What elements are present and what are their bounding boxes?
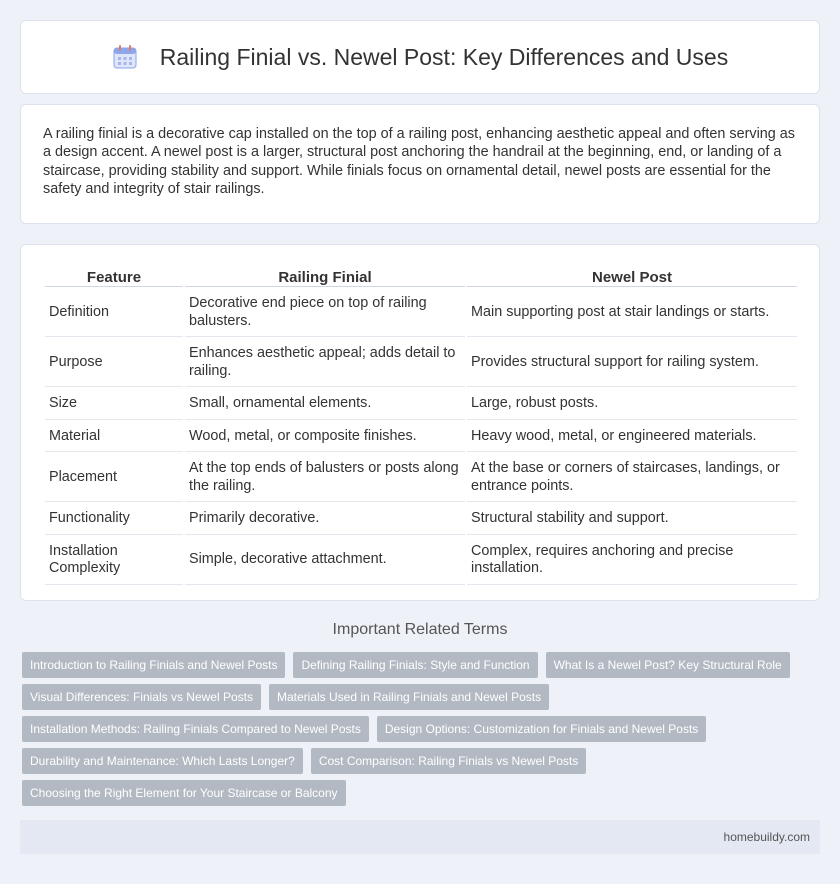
table-row <box>45 422 797 453</box>
related-term-link[interactable]: Introduction to Railing Finials and Newel Posts <box>22 652 285 678</box>
table-cell: Functionality <box>45 504 183 535</box>
table-cell: Decorative end piece on top of railing balusters. <box>185 289 465 337</box>
related-term-link[interactable]: Defining Railing Finials: Style and Function <box>293 652 537 678</box>
table-cell: Definition <box>45 289 183 337</box>
header-card <box>20 20 820 94</box>
table-row <box>45 389 797 420</box>
header-feature: Feature <box>45 267 183 287</box>
related-term-link[interactable]: Materials Used in Railing Finials and Newel Posts <box>269 684 549 710</box>
intro-text: A railing finial is a decorative cap installed on the top of a railing post, enhancing aesthetic appeal and often serving as a design accent. A newel post is a larger, structural post anchoring the handrail at the beginning, end, or landing of a staircase, providing stability and support. While finials focus on ornamental detail, newel posts are essential for the safety and integrity of stair railings. <box>43 126 795 197</box>
table-cell: Wood, metal, or composite finishes. <box>185 422 465 453</box>
comparison-card <box>20 244 820 601</box>
table-row <box>45 537 797 585</box>
table-row <box>45 339 797 387</box>
page-title: Railing Finial vs. Newel Post: Key Differences and Uses <box>159 43 729 70</box>
footer-site: homebuildy.com <box>723 830 810 844</box>
intro-card <box>20 104 820 224</box>
table-cell: Provides structural support for railing system. <box>467 339 797 387</box>
table-cell: Size <box>45 389 183 420</box>
header-newel-post: Newel Post <box>467 267 797 287</box>
table-cell: Structural stability and support. <box>467 504 797 535</box>
table-row <box>45 454 797 502</box>
table-cell: Complex, requires anchoring and precise installation. <box>467 537 797 585</box>
table-cell: Material <box>45 422 183 453</box>
related-term-link[interactable]: Visual Differences: Finials vs Newel Posts <box>22 684 261 710</box>
footer <box>20 820 820 854</box>
related-term-link[interactable]: Design Options: Customization for Finials and Newel Posts <box>377 716 706 742</box>
table-cell: At the top ends of balusters or posts along the railing. <box>185 454 465 502</box>
related-term-link[interactable]: Choosing the Right Element for Your Staircase or Balcony <box>22 780 346 806</box>
table-row <box>45 289 797 337</box>
table-cell: Enhances aesthetic appeal; adds detail to railing. <box>185 339 465 387</box>
table-cell: Large, robust posts. <box>467 389 797 420</box>
related-terms-list <box>22 652 812 812</box>
table-cell: Heavy wood, metal, or engineered materials. <box>467 422 797 453</box>
table-cell: Placement <box>45 454 183 502</box>
related-term-link[interactable]: Durability and Maintenance: Which Lasts Longer? <box>22 748 303 774</box>
table-cell: Purpose <box>45 339 183 387</box>
table-header-row <box>45 267 797 287</box>
table-cell: At the base or corners of staircases, landings, or entrance points. <box>467 454 797 502</box>
calendar-icon <box>112 44 138 70</box>
table-cell: Main supporting post at stair landings or starts. <box>467 289 797 337</box>
header-railing-finial: Railing Finial <box>185 267 465 287</box>
related-term-link[interactable]: What Is a Newel Post? Key Structural Role <box>546 652 790 678</box>
related-terms-title: Important Related Terms <box>332 621 508 638</box>
table-cell: Primarily decorative. <box>185 504 465 535</box>
related-term-link[interactable]: Installation Methods: Railing Finials Compared to Newel Posts <box>22 716 369 742</box>
comparison-table <box>43 265 799 587</box>
table-cell: Installation Complexity <box>45 537 183 585</box>
related-term-link[interactable]: Cost Comparison: Railing Finials vs Newel Posts <box>311 748 586 774</box>
table-cell: Simple, decorative attachment. <box>185 537 465 585</box>
table-cell: Small, ornamental elements. <box>185 389 465 420</box>
table-row <box>45 504 797 535</box>
